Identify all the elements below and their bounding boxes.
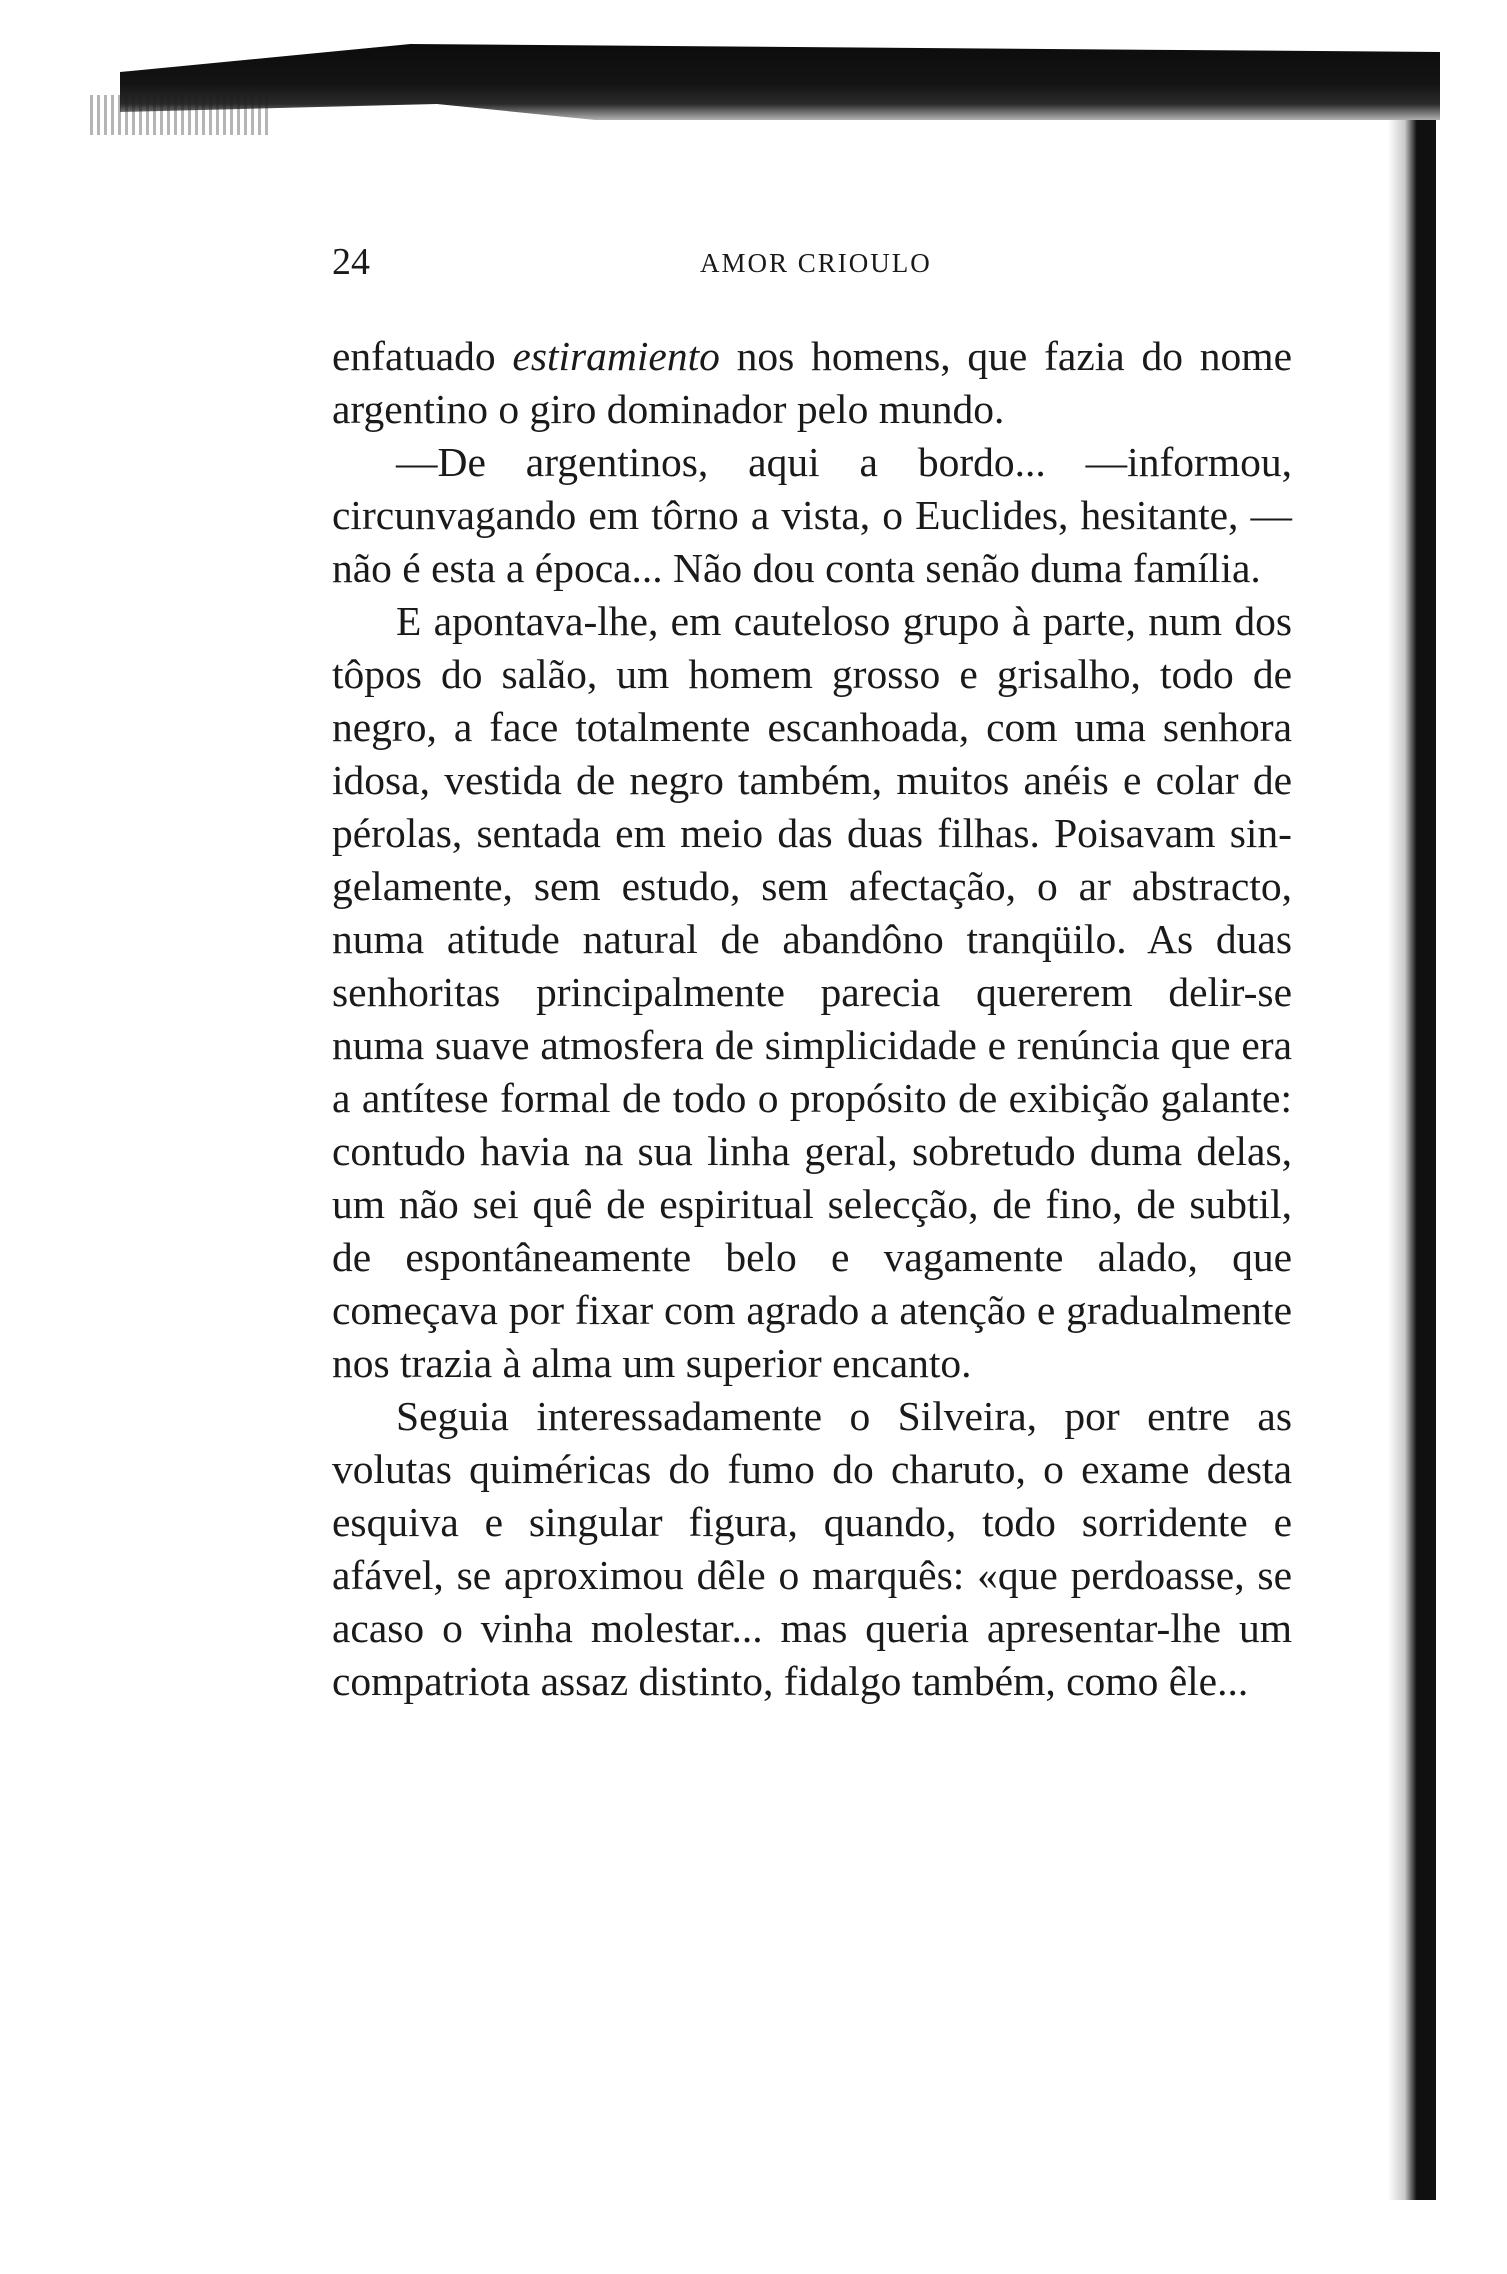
paragraph-text: enfatuado [332,333,513,379]
running-title: AMOR CRIOULO [700,248,932,278]
scan-top-speckle [90,95,270,135]
paragraph-text: nos homens, que fazia do nome argentino o giro dominador pelo mundo. [332,333,1292,432]
page-number: 24 [332,241,370,283]
italic-term: estiramiento [512,333,720,379]
book-page [332,240,1292,1708]
paragraph: E apontava-lhe, em cauteloso grupo à parte, num dos tôpos do salão, um homem grosso e grisalho, todo de negro, a face totalmente escanhoada, com uma senhora idosa, vestida de negro também, muitos anéis e colar de pérolas, sentada em meio das duas filhas. Poisavam singelamente, sem estudo, sem afectação, o ar abstracto, numa atitude natural de abandôno tranqüilo. As duas senhoritas principalmente parecia quererem delir-se numa suave atmosfera de simplicidade e renúncia que era a antítese formal de todo o propósito de exibição galante: contudo havia na sua linha geral, sobretudo duma delas, um não sei quê de espiritual selecção, de fino, de subtil, de espontâneamente belo e vagamente alado, que começava por fixar com agrado a atenção e gradualmente nos trazia à alma um superior encanto. [332,598,1292,1386]
paragraph: —De argentinos, aqui a bordo... —informou, circunvagando em tôrno a vista, o Euclides, hesitante, —não é esta a época... Não dou conta senão duma família. [332,439,1292,591]
page-header [332,240,1292,300]
body-text [332,330,1292,1708]
scan-right-dark-edge [1388,120,1436,2200]
scan-top-dark-band [120,40,1440,120]
paragraph [332,330,1292,436]
paragraph: Seguia interessadamente o Silveira, por entre as volutas quiméricas do fumo do charuto, o exame desta esquiva e singular figura, quando, todo sorridente e afável, se aproximou dêle o marquês: «que perdoasse, se acaso o vinha molestar... mas queria apresentar-lhe um compatriota assaz distinto, fidalgo também, como êle... [332,1393,1292,1704]
